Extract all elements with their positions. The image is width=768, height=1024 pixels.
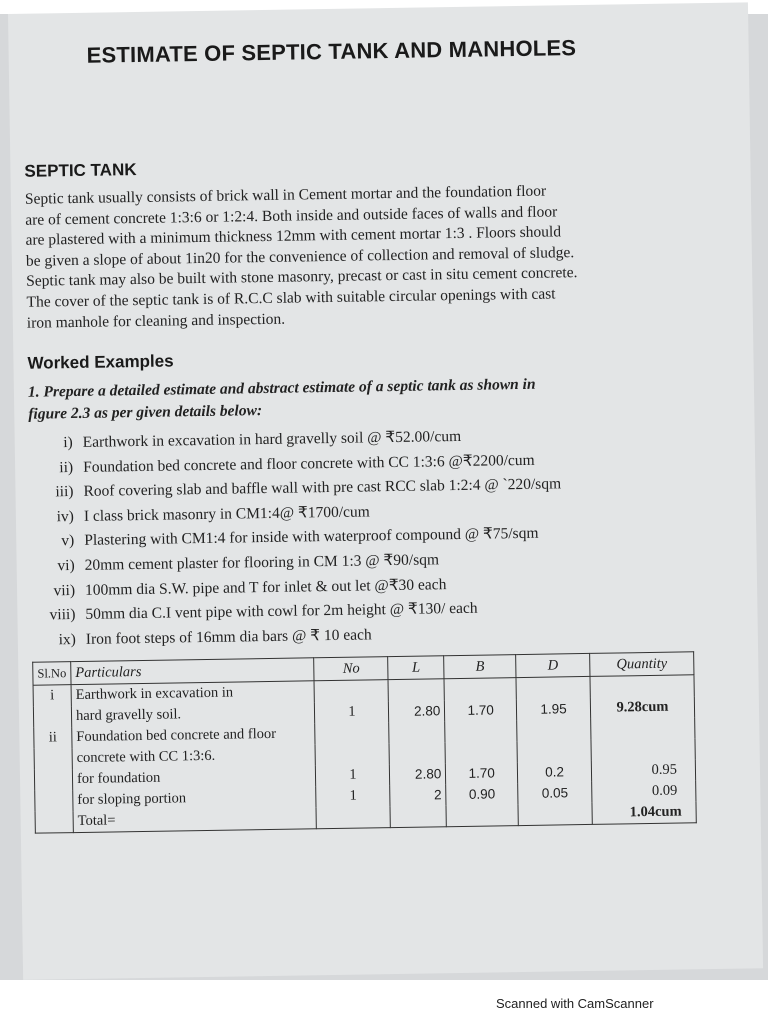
cell-l: 2 <box>390 784 446 806</box>
item-text: Iron foot steps of 16mm dia bars @ ₹ 10 each <box>85 626 372 648</box>
paragraph-line: Septic tank usually consists of brick wall in Cement mortar and the foundation floor <box>24 182 547 208</box>
cell-particulars: concrete with CC 1:3:6. <box>72 744 316 769</box>
cell-b: 0.90 <box>446 783 518 805</box>
cell-quantity-total: 1.04cum <box>592 801 696 824</box>
cell-quantity <box>591 738 695 761</box>
cell-no <box>316 806 390 829</box>
cell-no <box>315 743 389 765</box>
worked-examples-heading: Worked Examples <box>27 351 174 373</box>
item-number: ix) <box>58 630 76 649</box>
item-text: 50mm dia C.I vent pipe with cowl for 2m height @ ₹130/ each <box>85 599 478 624</box>
item-number: vii) <box>53 581 76 599</box>
cell-particulars: hard gravelly soil. <box>71 702 315 727</box>
item-number: i) <box>63 434 73 452</box>
cell-d <box>517 740 591 762</box>
cell-particulars: Earthwork in excavation in <box>71 681 315 706</box>
cell-d <box>516 676 590 699</box>
cell-d: 0.2 <box>517 761 591 783</box>
scanned-page <box>0 14 768 980</box>
page-title: ESTIMATE OF SEPTIC TANK AND MANHOLES <box>86 35 577 68</box>
item-text: Roof covering slab and baffle wall with pre cast RCC slab 1:2:4 @ `220/sqm <box>83 475 562 501</box>
cell-no <box>314 680 388 703</box>
cell-sl: i <box>33 685 71 707</box>
scanner-watermark: Scanned with CamScanner <box>496 996 654 1011</box>
item-number: iii) <box>55 483 74 501</box>
item-number: vi) <box>57 556 75 575</box>
rates-list <box>29 421 712 653</box>
cell-b <box>445 741 517 763</box>
cell-quantity: 0.95 <box>591 759 695 782</box>
item-text: I class brick masonry in CM1:4@ ₹1700/cum <box>83 503 370 525</box>
column-header: D <box>516 653 590 677</box>
column-header: L <box>388 656 444 680</box>
item-text: Foundation bed concrete and floor concrete with CC 1:3:6 @₹2200/cum <box>82 451 535 476</box>
cell-particulars: Foundation bed concrete and floor <box>72 723 316 748</box>
cell-sl <box>34 769 72 791</box>
paragraph-line: be given a slope of about 1in20 for the convenience of collection and removal of sludge. <box>25 243 575 270</box>
cell-d: 1.95 <box>516 698 590 720</box>
cell-b <box>445 720 517 742</box>
cell-sl <box>34 748 72 770</box>
cell-d <box>517 719 591 741</box>
column-header: Particulars <box>71 658 315 685</box>
column-header: Sl.No <box>33 662 71 686</box>
cell-l <box>389 742 445 764</box>
cell-l: 2.80 <box>389 700 445 722</box>
cell-sl <box>35 811 73 833</box>
cell-l <box>388 679 444 701</box>
cell-no <box>315 722 389 744</box>
question-line: 1. Prepare a detailed estimate and abstract estimate of a septic tank as shown in <box>27 375 536 401</box>
book-page <box>8 2 763 980</box>
intro-paragraph <box>25 179 699 334</box>
cell-no: 1 <box>315 701 389 723</box>
item-text: Earthwork in excavation in hard gravelly soil @ ₹52.00/cum <box>82 427 462 451</box>
item-text: 100mm dia S.W. pipe and T for inlet & out let @₹30 each <box>84 575 447 599</box>
cell-sl <box>33 706 71 728</box>
cell-no: 1 <box>316 785 390 807</box>
cell-quantity <box>590 675 694 698</box>
cell-quantity: 0.09 <box>592 780 696 803</box>
cell-d: 0.05 <box>518 782 592 804</box>
item-number: viii) <box>49 606 76 624</box>
cell-l <box>390 805 446 827</box>
paragraph-line: are plastered with a minimum thickness 12mm with cement mortar 1:3 . Floors should <box>25 223 562 249</box>
cell-no: 1 <box>316 764 390 786</box>
cell-b <box>446 804 518 827</box>
cell-particulars: for sloping portion <box>73 786 317 811</box>
paragraph-line: Septic tank may also be built with stone masonry, precast or cast in situ cement concrete. <box>26 264 578 291</box>
column-header: Quantity <box>590 652 694 677</box>
item-number: iv) <box>56 507 75 526</box>
cell-b: 1.70 <box>446 762 518 784</box>
cell-quantity: 9.28cum <box>590 696 694 719</box>
cell-d <box>518 803 592 826</box>
cell-b: 1.70 <box>445 699 517 721</box>
question-text <box>28 371 709 426</box>
cell-l: 2.80 <box>390 763 446 785</box>
cell-particulars: for foundation <box>72 765 316 790</box>
paragraph-line: iron manhole for cleaning and inspection. <box>26 310 286 332</box>
item-text: 20mm cement plaster for flooring in CM 1:3 @ ₹90/sqm <box>84 551 440 574</box>
item-number: ii) <box>59 458 74 476</box>
paragraph-line: are of cement concrete 1:3:6 or 1:2:4. Both inside and outside faces of walls and floor <box>25 202 558 229</box>
cell-sl: ii <box>34 727 72 749</box>
column-header: No <box>314 657 388 681</box>
question-line: figure 2.3 as per given details below: <box>28 402 263 423</box>
paragraph-line: The cover of the septic tank is of R.C.C slab with suitable circular openings with cast <box>26 285 556 311</box>
cell-l <box>389 721 445 743</box>
cell-quantity <box>591 717 695 740</box>
item-text: Plastering with CM1:4 for inside with waterproof compound @ ₹75/sqm <box>84 525 539 550</box>
cell-b <box>444 678 516 701</box>
cell-particulars: Total= <box>73 807 317 832</box>
section-heading: SEPTIC TANK <box>24 160 137 181</box>
column-header: B <box>444 655 516 679</box>
item-number: v) <box>61 532 75 550</box>
cell-sl <box>35 790 73 812</box>
estimate-table <box>32 651 697 833</box>
